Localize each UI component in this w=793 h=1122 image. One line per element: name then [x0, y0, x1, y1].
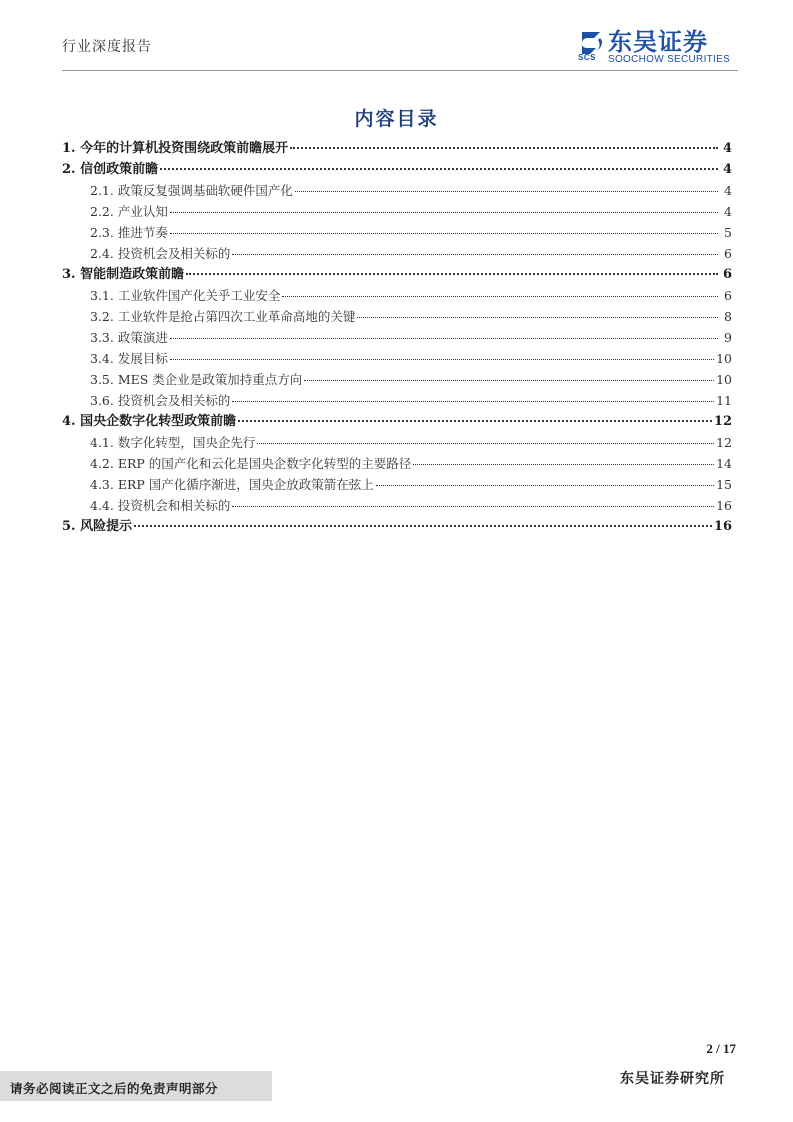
toc-entry-page: 11	[716, 393, 732, 408]
toc-entry-label: 2.1. 政策反复强调基础软硬件国产化	[90, 183, 293, 198]
toc-entry-label: 4.4. 投资机会和相关标的	[90, 498, 231, 513]
toc-dot-leader	[170, 326, 718, 339]
toc-entry-label: 3. 智能制造政策前瞻	[62, 267, 185, 282]
toc-entry-page: 12	[716, 435, 732, 450]
toc-dot-leader	[134, 513, 712, 527]
toc-dot-leader	[257, 431, 714, 444]
toc-entry-label: 1. 今年的计算机投资围绕政策前瞻展开	[62, 141, 289, 156]
toc-dot-leader	[232, 242, 718, 255]
toc-dot-leader	[290, 135, 718, 149]
toc-entry-label: 2.3. 推进节奏	[90, 225, 168, 240]
toc-entry-page: 10	[716, 351, 732, 366]
toc-subsection-entry[interactable]	[62, 285, 732, 306]
toc-entry-label: 3.1. 工业软件国产化关乎工业安全	[90, 288, 281, 303]
toc-entry-page: 14	[716, 456, 732, 471]
toc-entry-label: 4.2. ERP 的国产化和云化是国央企数字化转型的主要路径	[90, 456, 412, 471]
toc-dot-leader	[160, 156, 718, 170]
toc-entry-label: 3.2. 工业软件是抢占第四次工业革命高地的关键	[90, 309, 356, 324]
header-divider	[62, 70, 738, 71]
toc-entry-label: 2.2. 产业认知	[90, 204, 168, 219]
toc-entry-label: 4.3. ERP 国产化循序渐进，国央企放政策箭在弦上	[90, 477, 374, 492]
logo-english-name: SOOCHOW SECURITIES	[608, 54, 731, 65]
toc-subsection-entry[interactable]	[62, 222, 732, 243]
toc-dot-leader	[376, 473, 714, 486]
toc-dot-leader	[170, 200, 718, 213]
toc-entry-page: 16	[713, 519, 732, 534]
toc-entry-page: 4	[722, 141, 732, 156]
company-logo	[576, 28, 738, 68]
toc-dot-leader	[170, 221, 718, 234]
report-type-label: 行业深度报告	[62, 39, 152, 55]
toc-subsection-entry[interactable]	[62, 306, 732, 327]
toc-entry-label: 3.4. 发展目标	[90, 351, 168, 366]
toc-entry-page: 5	[724, 225, 732, 240]
toc-entry-page: 6	[724, 288, 732, 303]
toc-entry-page: 10	[716, 372, 732, 387]
toc-subsection-entry[interactable]	[62, 180, 732, 201]
toc-dot-leader	[186, 261, 718, 275]
toc-dot-leader	[170, 347, 714, 360]
toc-dot-leader	[232, 389, 714, 402]
toc-dot-leader	[232, 494, 714, 507]
toc-entry-page: 16	[716, 498, 732, 513]
footer-institute: 东吴证券研究所	[620, 1071, 725, 1087]
footer-disclaimer: 请务必阅读正文之后的免责声明部分	[10, 1081, 219, 1096]
toc-entry-page: 15	[716, 477, 732, 492]
toc-entry-label: 3.3. 政策演进	[90, 330, 168, 345]
toc-entry-label: 3.6. 投资机会及相关标的	[90, 393, 231, 408]
toc-entry-page: 9	[724, 330, 732, 345]
toc-dot-leader	[304, 368, 714, 381]
toc-subsection-entry[interactable]	[62, 369, 732, 390]
toc-entry-label: 2.4. 投资机会及相关标的	[90, 246, 231, 261]
toc-entry-page: 6	[722, 267, 732, 282]
toc-dot-leader	[238, 408, 712, 422]
toc-section-entry[interactable]	[62, 411, 732, 432]
toc-section-entry[interactable]	[62, 516, 732, 537]
toc-entry-label: 4. 国央企数字化转型政策前瞻	[62, 414, 237, 429]
toc-entry-label: 4.1. 数字化转型，国央企先行	[90, 435, 256, 450]
toc-dot-leader	[295, 179, 718, 192]
toc-entry-page: 12	[713, 414, 732, 429]
toc-entry-page: 8	[724, 309, 732, 324]
logo-abbr: SCS	[578, 53, 596, 62]
table-of-contents	[62, 138, 732, 537]
toc-entry-label: 2. 信创政策前瞻	[62, 162, 159, 177]
toc-subsection-entry[interactable]	[62, 474, 732, 495]
toc-section-entry[interactable]	[62, 264, 732, 285]
toc-title: 内容目录	[354, 108, 439, 130]
toc-subsection-entry[interactable]	[62, 432, 732, 453]
toc-entry-label: 3.5. MES 类企业是政策加持重点方向	[90, 372, 303, 387]
toc-subsection-entry[interactable]	[62, 327, 732, 348]
toc-subsection-entry[interactable]	[62, 453, 732, 474]
toc-section-entry[interactable]	[62, 159, 732, 180]
toc-entry-page: 4	[724, 204, 732, 219]
toc-dot-leader	[357, 305, 718, 318]
toc-dot-leader	[413, 452, 714, 465]
page-indicator: 2 / 17	[706, 1041, 736, 1056]
toc-entry-label: 5. 风险提示	[62, 519, 133, 534]
toc-entry-page: 6	[724, 246, 732, 261]
logo-chinese-name: 东吴证券	[608, 28, 708, 56]
toc-dot-leader	[282, 284, 718, 297]
toc-entry-page: 4	[724, 183, 732, 198]
toc-entry-page: 4	[722, 162, 732, 177]
toc-subsection-entry[interactable]	[62, 201, 732, 222]
toc-subsection-entry[interactable]	[62, 348, 732, 369]
